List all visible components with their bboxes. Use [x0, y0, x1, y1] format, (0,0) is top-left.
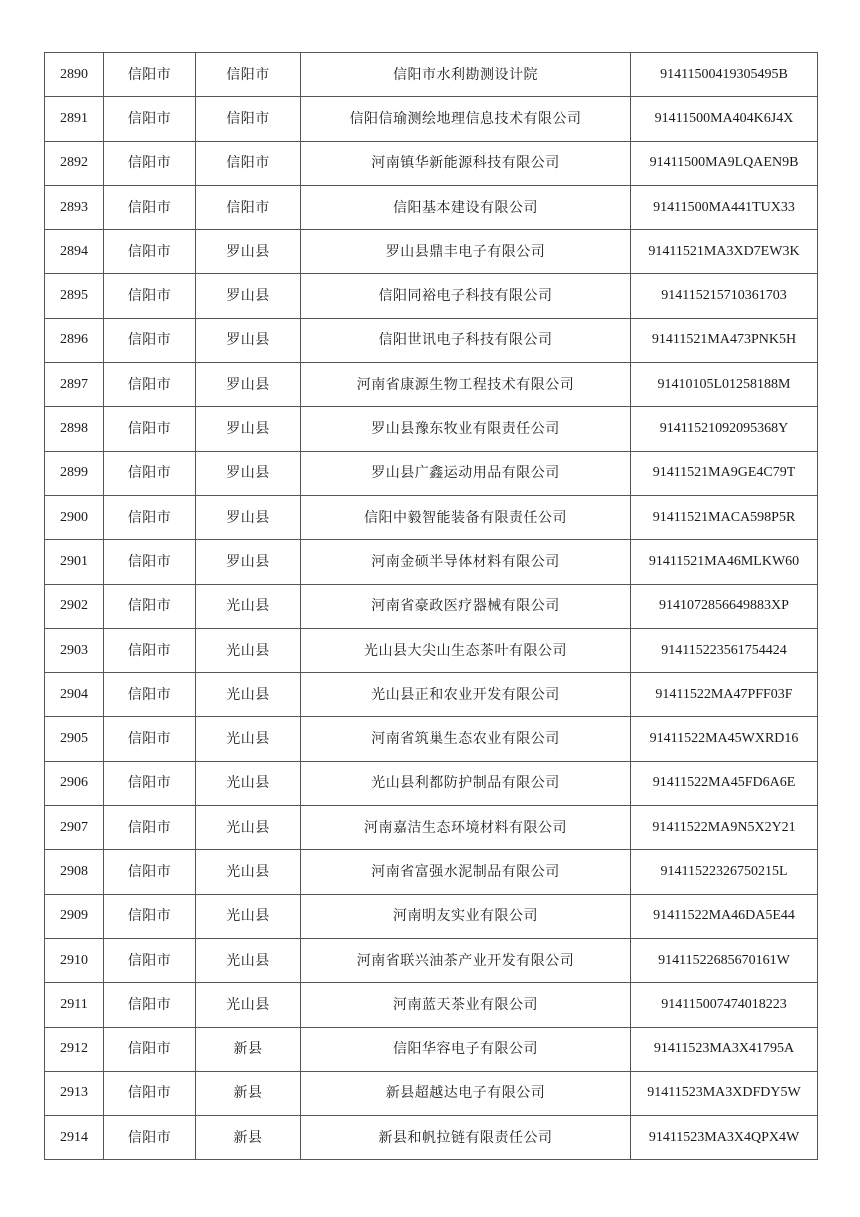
- company-name-cell: 河南嘉洁生态环境材料有限公司: [301, 806, 631, 850]
- county-cell: 罗山县: [196, 230, 301, 274]
- company-name-cell: 光山县大尖山生态茶叶有限公司: [301, 628, 631, 672]
- table-row: [45, 185, 818, 229]
- company-name-cell: 河南省筑巢生态农业有限公司: [301, 717, 631, 761]
- city-cell: 信阳市: [104, 53, 196, 97]
- company-name-cell: 信阳世讯电子科技有限公司: [301, 318, 631, 362]
- company-name-cell: 信阳华容电子有限公司: [301, 1027, 631, 1071]
- enterprise-list-table: [44, 52, 818, 1160]
- city-cell: 信阳市: [104, 451, 196, 495]
- table-row: [45, 584, 818, 628]
- row-number-cell: 2913: [45, 1071, 104, 1115]
- county-cell: 罗山县: [196, 274, 301, 318]
- city-cell: 信阳市: [104, 141, 196, 185]
- county-cell: 罗山县: [196, 363, 301, 407]
- city-cell: 信阳市: [104, 628, 196, 672]
- table-row: [45, 407, 818, 451]
- county-cell: 新县: [196, 1027, 301, 1071]
- credit-code-cell: 91411523MA3XDFDY5W: [631, 1071, 818, 1115]
- table-row: [45, 274, 818, 318]
- credit-code-cell: 91411500MA441TUX33: [631, 185, 818, 229]
- county-cell: 信阳市: [196, 97, 301, 141]
- company-name-cell: 罗山县广鑫运动用品有限公司: [301, 451, 631, 495]
- city-cell: 信阳市: [104, 938, 196, 982]
- company-name-cell: 河南省康源生物工程技术有限公司: [301, 363, 631, 407]
- credit-code-cell: 91411522685670161W: [631, 938, 818, 982]
- credit-code-cell: 91411521MA3XD7EW3K: [631, 230, 818, 274]
- company-name-cell: 光山县利都防护制品有限公司: [301, 761, 631, 805]
- company-name-cell: 信阳基本建设有限公司: [301, 185, 631, 229]
- row-number-cell: 2905: [45, 717, 104, 761]
- row-number-cell: 2898: [45, 407, 104, 451]
- credit-code-cell: 91411521MA9GE4C79T: [631, 451, 818, 495]
- city-cell: 信阳市: [104, 1116, 196, 1160]
- company-name-cell: 信阳信瑜测绘地理信息技术有限公司: [301, 97, 631, 141]
- city-cell: 信阳市: [104, 584, 196, 628]
- company-name-cell: 罗山县鼎丰电子有限公司: [301, 230, 631, 274]
- credit-code-cell: 91410105L01258188M: [631, 363, 818, 407]
- county-cell: 新县: [196, 1116, 301, 1160]
- row-number-cell: 2906: [45, 761, 104, 805]
- county-cell: 光山县: [196, 983, 301, 1027]
- credit-code-cell: 91411522MA9N5X2Y21: [631, 806, 818, 850]
- city-cell: 信阳市: [104, 1027, 196, 1071]
- credit-code-cell: 91411500419305495B: [631, 53, 818, 97]
- table-row: [45, 761, 818, 805]
- company-name-cell: 光山县正和农业开发有限公司: [301, 673, 631, 717]
- credit-code-cell: 91411521092095368Y: [631, 407, 818, 451]
- table-row: [45, 628, 818, 672]
- company-name-cell: 新县和帆拉链有限责任公司: [301, 1116, 631, 1160]
- county-cell: 罗山县: [196, 451, 301, 495]
- city-cell: 信阳市: [104, 673, 196, 717]
- row-number-cell: 2896: [45, 318, 104, 362]
- table-row: [45, 894, 818, 938]
- county-cell: 光山县: [196, 894, 301, 938]
- county-cell: 光山县: [196, 761, 301, 805]
- credit-code-cell: 91411500MA9LQAEN9B: [631, 141, 818, 185]
- company-name-cell: 河南镇华新能源科技有限公司: [301, 141, 631, 185]
- credit-code-cell: 91411522MA46DA5E44: [631, 894, 818, 938]
- credit-code-cell: 91411522MA47PFF03F: [631, 673, 818, 717]
- credit-code-cell: 91411522MA45FD6A6E: [631, 761, 818, 805]
- row-number-cell: 2907: [45, 806, 104, 850]
- table-row: [45, 141, 818, 185]
- city-cell: 信阳市: [104, 806, 196, 850]
- company-name-cell: 河南蓝天茶业有限公司: [301, 983, 631, 1027]
- city-cell: 信阳市: [104, 495, 196, 539]
- row-number-cell: 2903: [45, 628, 104, 672]
- city-cell: 信阳市: [104, 230, 196, 274]
- row-number-cell: 2890: [45, 53, 104, 97]
- credit-code-cell: 91411523MA3X41795A: [631, 1027, 818, 1071]
- table-row: [45, 983, 818, 1027]
- row-number-cell: 2909: [45, 894, 104, 938]
- credit-code-cell: 91411500MA404K6J4X: [631, 97, 818, 141]
- row-number-cell: 2902: [45, 584, 104, 628]
- company-name-cell: 河南金硕半导体材料有限公司: [301, 540, 631, 584]
- city-cell: 信阳市: [104, 983, 196, 1027]
- table-row: [45, 495, 818, 539]
- row-number-cell: 2897: [45, 363, 104, 407]
- city-cell: 信阳市: [104, 540, 196, 584]
- table-row: [45, 318, 818, 362]
- credit-code-cell: 91411521MACA598P5R: [631, 495, 818, 539]
- county-cell: 新县: [196, 1071, 301, 1115]
- county-cell: 光山县: [196, 584, 301, 628]
- county-cell: 罗山县: [196, 495, 301, 539]
- company-name-cell: 河南省富强水泥制品有限公司: [301, 850, 631, 894]
- row-number-cell: 2899: [45, 451, 104, 495]
- city-cell: 信阳市: [104, 1071, 196, 1115]
- credit-code-cell: 91411521MA46MLKW60: [631, 540, 818, 584]
- row-number-cell: 2910: [45, 938, 104, 982]
- county-cell: 罗山县: [196, 407, 301, 451]
- city-cell: 信阳市: [104, 274, 196, 318]
- row-number-cell: 2914: [45, 1116, 104, 1160]
- company-name-cell: 河南省联兴油茶产业开发有限公司: [301, 938, 631, 982]
- row-number-cell: 2912: [45, 1027, 104, 1071]
- row-number-cell: 2894: [45, 230, 104, 274]
- table-row: [45, 540, 818, 584]
- company-name-cell: 新县超越达电子有限公司: [301, 1071, 631, 1115]
- company-name-cell: 罗山县豫东牧业有限责任公司: [301, 407, 631, 451]
- table-row: [45, 673, 818, 717]
- county-cell: 光山县: [196, 673, 301, 717]
- company-name-cell: 信阳中毅智能装备有限责任公司: [301, 495, 631, 539]
- city-cell: 信阳市: [104, 318, 196, 362]
- county-cell: 信阳市: [196, 185, 301, 229]
- county-cell: 光山县: [196, 938, 301, 982]
- table-row: [45, 717, 818, 761]
- county-cell: 罗山县: [196, 540, 301, 584]
- city-cell: 信阳市: [104, 97, 196, 141]
- credit-code-cell: 9141072856649883XP: [631, 584, 818, 628]
- county-cell: 光山县: [196, 806, 301, 850]
- table-row: [45, 850, 818, 894]
- credit-code-cell: 91411521MA473PNK5H: [631, 318, 818, 362]
- county-cell: 光山县: [196, 628, 301, 672]
- credit-code-cell: 914115223561754424: [631, 628, 818, 672]
- row-number-cell: 2911: [45, 983, 104, 1027]
- table-row: [45, 938, 818, 982]
- table-row: [45, 1116, 818, 1160]
- credit-code-cell: 91411522326750215L: [631, 850, 818, 894]
- credit-code-cell: 91411522MA45WXRD16: [631, 717, 818, 761]
- county-cell: 信阳市: [196, 141, 301, 185]
- table-row: [45, 806, 818, 850]
- table-row: [45, 451, 818, 495]
- county-cell: 罗山县: [196, 318, 301, 362]
- table-row: [45, 97, 818, 141]
- row-number-cell: 2901: [45, 540, 104, 584]
- row-number-cell: 2895: [45, 274, 104, 318]
- county-cell: 光山县: [196, 717, 301, 761]
- company-name-cell: 河南明友实业有限公司: [301, 894, 631, 938]
- company-name-cell: 信阳市水利勘测设计院: [301, 53, 631, 97]
- company-name-cell: 河南省豪政医疗器械有限公司: [301, 584, 631, 628]
- row-number-cell: 2893: [45, 185, 104, 229]
- county-cell: 光山县: [196, 850, 301, 894]
- row-number-cell: 2891: [45, 97, 104, 141]
- row-number-cell: 2892: [45, 141, 104, 185]
- table-row: [45, 53, 818, 97]
- county-cell: 信阳市: [196, 53, 301, 97]
- table-row: [45, 363, 818, 407]
- city-cell: 信阳市: [104, 363, 196, 407]
- table-row: [45, 230, 818, 274]
- table-row: [45, 1027, 818, 1071]
- credit-code-cell: 914115007474018223: [631, 983, 818, 1027]
- city-cell: 信阳市: [104, 185, 196, 229]
- city-cell: 信阳市: [104, 850, 196, 894]
- credit-code-cell: 914115215710361703: [631, 274, 818, 318]
- table-body: [45, 53, 818, 1160]
- row-number-cell: 2904: [45, 673, 104, 717]
- credit-code-cell: 91411523MA3X4QPX4W: [631, 1116, 818, 1160]
- city-cell: 信阳市: [104, 407, 196, 451]
- row-number-cell: 2908: [45, 850, 104, 894]
- city-cell: 信阳市: [104, 761, 196, 805]
- company-name-cell: 信阳同裕电子科技有限公司: [301, 274, 631, 318]
- row-number-cell: 2900: [45, 495, 104, 539]
- city-cell: 信阳市: [104, 717, 196, 761]
- table-row: [45, 1071, 818, 1115]
- city-cell: 信阳市: [104, 894, 196, 938]
